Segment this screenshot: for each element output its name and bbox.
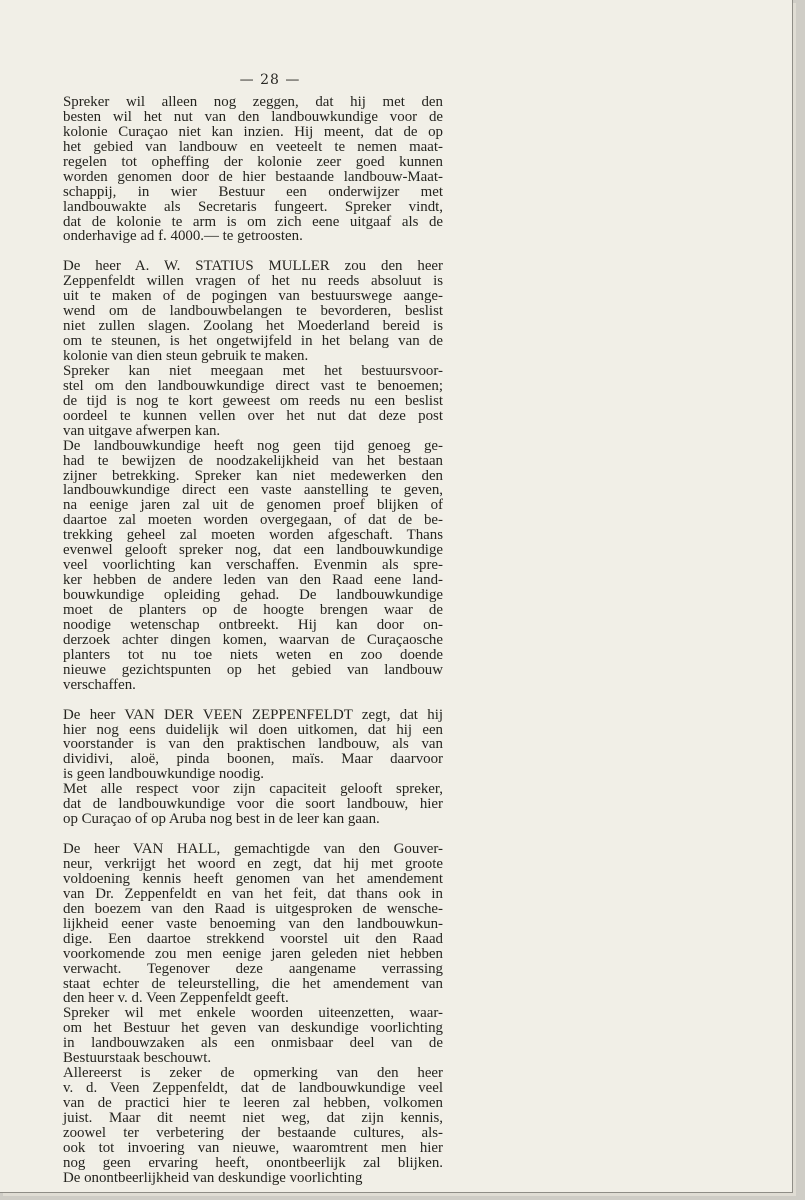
text-line: den heer v. d. Veen Zeppenfeldt geeft. [63, 990, 289, 1007]
text-line: Zeppenfeldt willen vragen of het nu reeds absoluut is [63, 273, 443, 290]
text-line: Spreker wil alleen nog zeggen, dat hij met den [63, 94, 443, 110]
text-line: ker hebben de andere leden van den Raad eene land- [63, 572, 443, 589]
paragraph [63, 259, 443, 692]
text-line: De onontbeerlijkheid van deskundige voorlichting [63, 1169, 363, 1186]
text-line: Met alle respect voor zijn capaciteit gelooft spreker, [63, 781, 443, 798]
paragraph-spacer [63, 244, 443, 259]
text-line: in landbouwzaken als een onmisbaar deel van de [63, 1035, 443, 1052]
text-line: ook tot invoering van nieuwe, waaromtrent men hier [63, 1139, 443, 1156]
text-line: hier nog eens duidelijk wil doen uitkomen, dat hij een [63, 721, 443, 738]
text-line: uit te maken of de pogingen van bestuurswege aange- [63, 288, 443, 305]
text-line: verwacht. Tegenover deze aangename verrassing [63, 960, 443, 977]
text-line: zoowel ter verbetering der bestaande cultures, als- [63, 1124, 443, 1141]
text-line: verschaffen. [63, 676, 136, 693]
text-line: de tijd is nog te kort geweest om reeds nu een beslist [63, 392, 443, 409]
text-line: schappij, in wier Bestuur een onderwijzer met [63, 183, 443, 200]
text-line: om het Bestuur het geven van deskundige voorlichting [63, 1020, 443, 1037]
text-line: voldoening kennis heeft genomen van het amendement [63, 870, 443, 887]
text-line: dividivi, aloë, pinda boonen, maïs. Maar daarvoor [63, 751, 443, 768]
text-line: lijkheid eener vaste benoeming van den landbouwkun- [63, 915, 443, 932]
text-line: het gebied van landbouw en veeteelt te nemen maat- [63, 138, 443, 155]
text-line: onderhavige ad f. 4000.— te getroosten. [63, 228, 303, 245]
text-line: De landbouwkundige heeft nog geen tijd genoeg ge- [63, 437, 443, 454]
text-line: is geen landbouwkundige noodig. [63, 766, 264, 783]
text-line: regelen tot opheffing der kolonie zeer goed kunnen [63, 153, 443, 170]
text-line: neur, verkrijgt het woord en zegt, dat hij met groote [63, 856, 443, 872]
text-line: kolonie Curaçao niet kan inzien. Hij meent, dat de op [63, 123, 443, 140]
text-line: van Dr. Zeppenfeldt en van het feit, dat thans ook in [63, 885, 443, 902]
text-line: veel voorlichting kan verschaffen. Evenmin als spre- [63, 557, 443, 574]
text-line: op Curaçao of op Aruba nog best in de leer kan gaan. [63, 811, 380, 828]
paragraph [63, 842, 443, 1186]
text-line: landbouwakte als Secretaris fungeert. Spreker vindt, [63, 198, 443, 215]
text-line: had te bewijzen de noodzakelijkheid van het bestaan [63, 452, 443, 469]
text-line: van uitgave afwerpen kan. [63, 422, 221, 439]
text-line: den boezem van den Raad is uitgesproken de wensche- [63, 900, 443, 917]
text-line: juist. Maar dit neemt niet weg, dat zijn kennis, [63, 1109, 443, 1126]
text-line: Allereerst is zeker de opmerking van den heer [63, 1065, 443, 1082]
paragraph [63, 708, 443, 828]
text-line: zijner betrekking. Spreker kan niet medewerken den [63, 467, 443, 484]
text-line: noodige wetenschap ontbreekt. Hij kan door on- [63, 616, 443, 633]
text-line: Spreker wil met enkele woorden uiteenzetten, waar- [63, 1005, 443, 1022]
text-line: dige. Een daartoe strekkend voorstel uit den Raad [63, 930, 443, 947]
text-line: planters tot nu toe niets weten en zoo doende [63, 646, 443, 663]
text-line: na eenige jaren zal uit de genomen proef blijken of [63, 497, 443, 514]
text-line: nog geen ervaring heeft, onontbeerlijk zal blijken. [63, 1154, 443, 1171]
text-line: dat de landbouwkundige voor die soort landbouw, hier [63, 796, 443, 813]
text-line: oordeel te kunnen vellen over het nut dat deze post [63, 407, 443, 424]
text-line: voorstander is van den praktischen landbouw, als van [63, 736, 443, 753]
text-line: De heer A. W. STATIUS MULLER zou den heer [63, 258, 443, 275]
text-line: nieuwe gezichtspunten op het gebied van landbouw [63, 661, 443, 678]
text-line: dat de kolonie te arm is om zich eene uitgaaf als de [63, 213, 443, 230]
text-line: niet zullen slagen. Zoolang het Moederland bereid is [63, 318, 443, 335]
text-line: De heer VAN HALL, gemachtigde van den Gouver- [63, 841, 443, 858]
text-line: moet de planters op de hoogte brengen waar de [63, 601, 443, 618]
text-line: om te steunen, is het ongetwijfeld in het belang van de [63, 333, 443, 350]
paragraph-spacer [63, 827, 443, 842]
text-line: evenwel gelooft spreker nog, dat een landbouwkundige [63, 542, 443, 559]
paragraph [63, 95, 443, 244]
text-line: staat echter de teleurstelling, die het amendement van [63, 975, 443, 992]
text-line: landbouwkundige direct een vaste aanstelling te geven, [63, 482, 443, 499]
text-line: v. d. Veen Zeppenfeldt, dat de landbouwkundige veel [63, 1080, 443, 1097]
text-line: voorkomende zou men eenige jaren geleden niet hebben [63, 945, 443, 962]
page-number: — 28 — [239, 72, 301, 88]
text-line: Bestuurstaak beschouwt. [63, 1050, 212, 1067]
text-line: worden genomen door de hier bestaande landbouw-Maat- [63, 168, 443, 185]
text-line: bouwkundige opleiding gehad. De landbouwkundige [63, 587, 443, 603]
body-text [63, 95, 443, 1186]
text-line: Spreker kan niet meegaan met het bestuursvoor- [63, 362, 443, 379]
text-line: wend om de landbouwbelangen te bevorderen, beslist [63, 303, 443, 320]
text-line: van de practici hier te leeren zal hebben, volkomen [63, 1095, 443, 1111]
text-line: derzoek achter dingen komen, waarvan de Curaçaosche [63, 631, 443, 648]
text-line: daartoe zal moeten worden overgegaan, of dat de be- [63, 512, 443, 529]
text-line: De heer VAN DER VEEN ZEPPENFELDT zegt, dat hij [63, 706, 443, 723]
text-line: trekking geheel zal moeten worden afgeschaft. Thans [63, 527, 443, 544]
text-line: stel om den landbouwkundige direct vast te benoemen; [63, 377, 443, 394]
paragraph-spacer [63, 693, 443, 708]
text-line: kolonie van dien steun gebruik te maken. [63, 348, 309, 364]
text-line: besten wil het nut van den landbouwkundige voor de [63, 108, 443, 125]
